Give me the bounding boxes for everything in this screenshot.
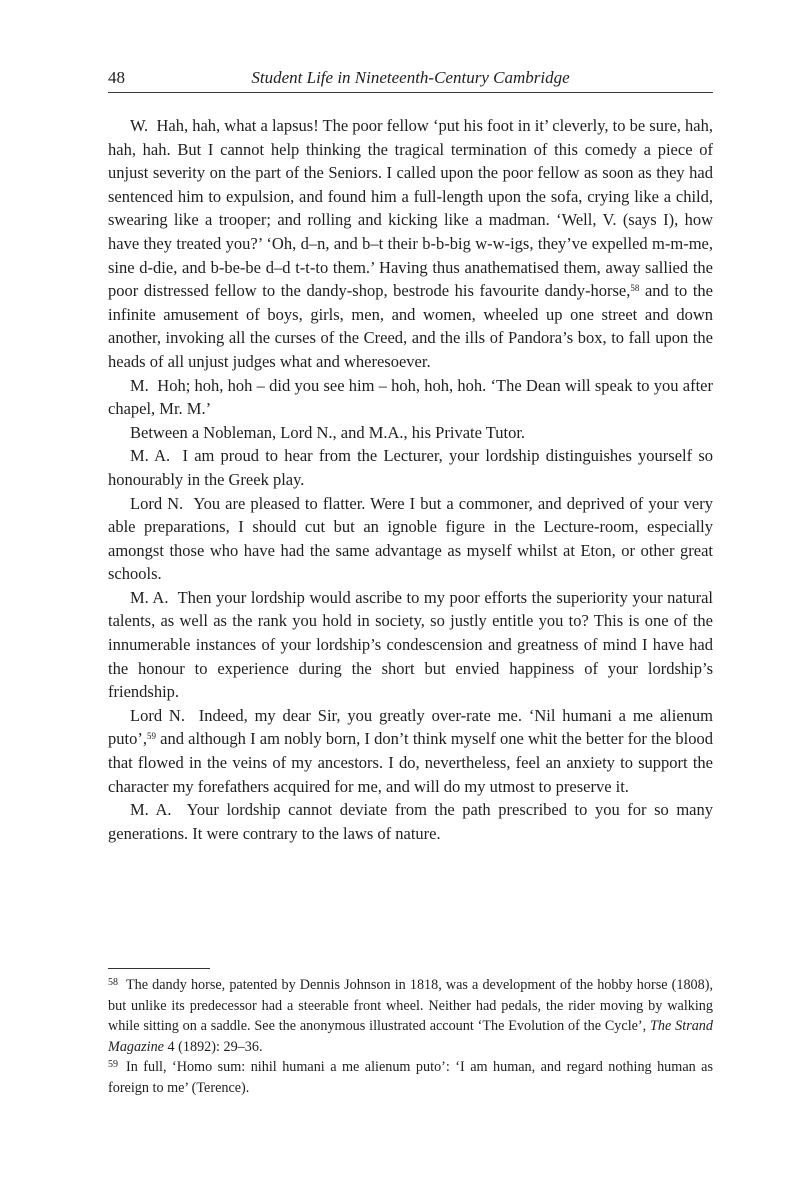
- running-header: [108, 68, 713, 93]
- paragraph-text: M. Hoh; hoh, hoh – did you see him – hoh, hoh, hoh. ‘The Dean will speak to you after chapel, Mr. M.’: [108, 375, 713, 419]
- footnote-text-continued: 4 (1892): 29–36.: [163, 1038, 263, 1055]
- footnote: [108, 1057, 713, 1098]
- paragraph: [108, 374, 713, 421]
- paragraph: [108, 421, 713, 445]
- paragraph: [108, 798, 713, 845]
- footnote-reference: 58: [630, 283, 640, 294]
- footnote: [108, 975, 713, 1057]
- paragraph-text-continued: and to the infinite amusement of boys, girls, men, and women, wheeled up one street and down another, invoking all the curses of the Creed, and the ills of Pandora’s box, to fall upon the heads of all unjust judges what and wheresoever.: [108, 281, 713, 371]
- footnote-text: The dandy horse, patented by Dennis Johnson in 1818, was a development of the hobby horse (1808), but unlike its predecessor had a steerable front wheel. Neither had pedals, the rider moving by walking while sitting on a saddle. See the anonymous illustrated account ‘The Evolution of the Cycle’,: [108, 977, 713, 1034]
- paragraph: [108, 114, 713, 374]
- paragraph: [108, 586, 713, 704]
- footnote-number: 59: [108, 1059, 118, 1070]
- footnote-italic-title: The Strand Magazine: [108, 1018, 713, 1055]
- paragraph: [108, 492, 713, 586]
- page-number: 48: [108, 68, 125, 87]
- paragraph-text: W. Hah, hah, what a lapsus! The poor fellow ‘put his foot in it’ cleverly, to be sure, hah, hah, hah. But I cannot help thinking the tragical termination of this comedy a piece of unjust severity on the part of the Seniors. I called upon the poor fellow as soon as they had sentenced him to expulsion, and found him a full-length upon the sofa, crying like a child, swearing like a trooper; and rolling and kicking like a madman. ‘Well, V. (says I), how have they treated you?’ ‘Oh, d–n, and b–t their b-b-big w-w-igs, they’ve expelled m-m-me, sine d-die, and b-be-be d–d t-t-to them.’ Having thus anathematised them, away sallied the poor distressed fellow to the dandy-shop, bestrode his favourite dandy-horse,: [108, 116, 713, 301]
- footnote-reference: 59: [146, 731, 156, 742]
- paragraph-text: M. A. Then your lordship would ascribe to my poor efforts the superiority your natural talents, as well as the rank you hold in society, so justly entitle you to? This is one of the innumerable instances of your lordship’s condescension and greatness of mind I have had the honour to experience during the short but envied happiness of your lordship’s friendship.: [108, 587, 713, 702]
- main-text: [108, 114, 713, 845]
- footnote-text: In full, ‘Homo sum: nihil humani a me alienum puto’: ‘I am human, and regard nothing human as foreign to me’ (Terence).: [108, 1059, 713, 1096]
- paragraph-text: Lord N. You are pleased to flatter. Were I but a commoner, and deprived of your very able preparations, I should cut but an ignoble figure in the Lecture-room, especially amongst those who have had the same advantage as myself whilst at Eton, or other great schools.: [108, 493, 713, 584]
- footnote-number: 58: [108, 977, 118, 988]
- footnotes: [108, 968, 713, 1098]
- book-page: [108, 68, 713, 845]
- footnote-divider: [108, 968, 210, 969]
- running-title: Student Life in Nineteenth-Century Cambridge: [251, 68, 570, 87]
- paragraph-text: Between a Nobleman, Lord N., and M.A., his Private Tutor.: [130, 422, 526, 442]
- paragraph-text: Lord N. Indeed, my dear Sir, you greatly over-rate me. ‘Nil humani a me alienum puto’,: [108, 705, 713, 749]
- paragraph-text: M. A. Your lordship cannot deviate from the path prescribed to you for so many generations. It were contrary to the laws of nature.: [108, 800, 713, 843]
- paragraph: [108, 704, 713, 798]
- paragraph-text: M. A. I am proud to hear from the Lecturer, your lordship distinguishes yourself so honourably in the Greek play.: [108, 446, 713, 489]
- paragraph-text-continued: and although I am nobly born, I don’t think myself one whit the better for the blood that flowed in the veins of my ancestors. I do, nevertheless, feel an anxiety to support the character my forefathers acquired for me, and will do my utmost to preserve it.: [108, 729, 713, 796]
- paragraph: [108, 444, 713, 491]
